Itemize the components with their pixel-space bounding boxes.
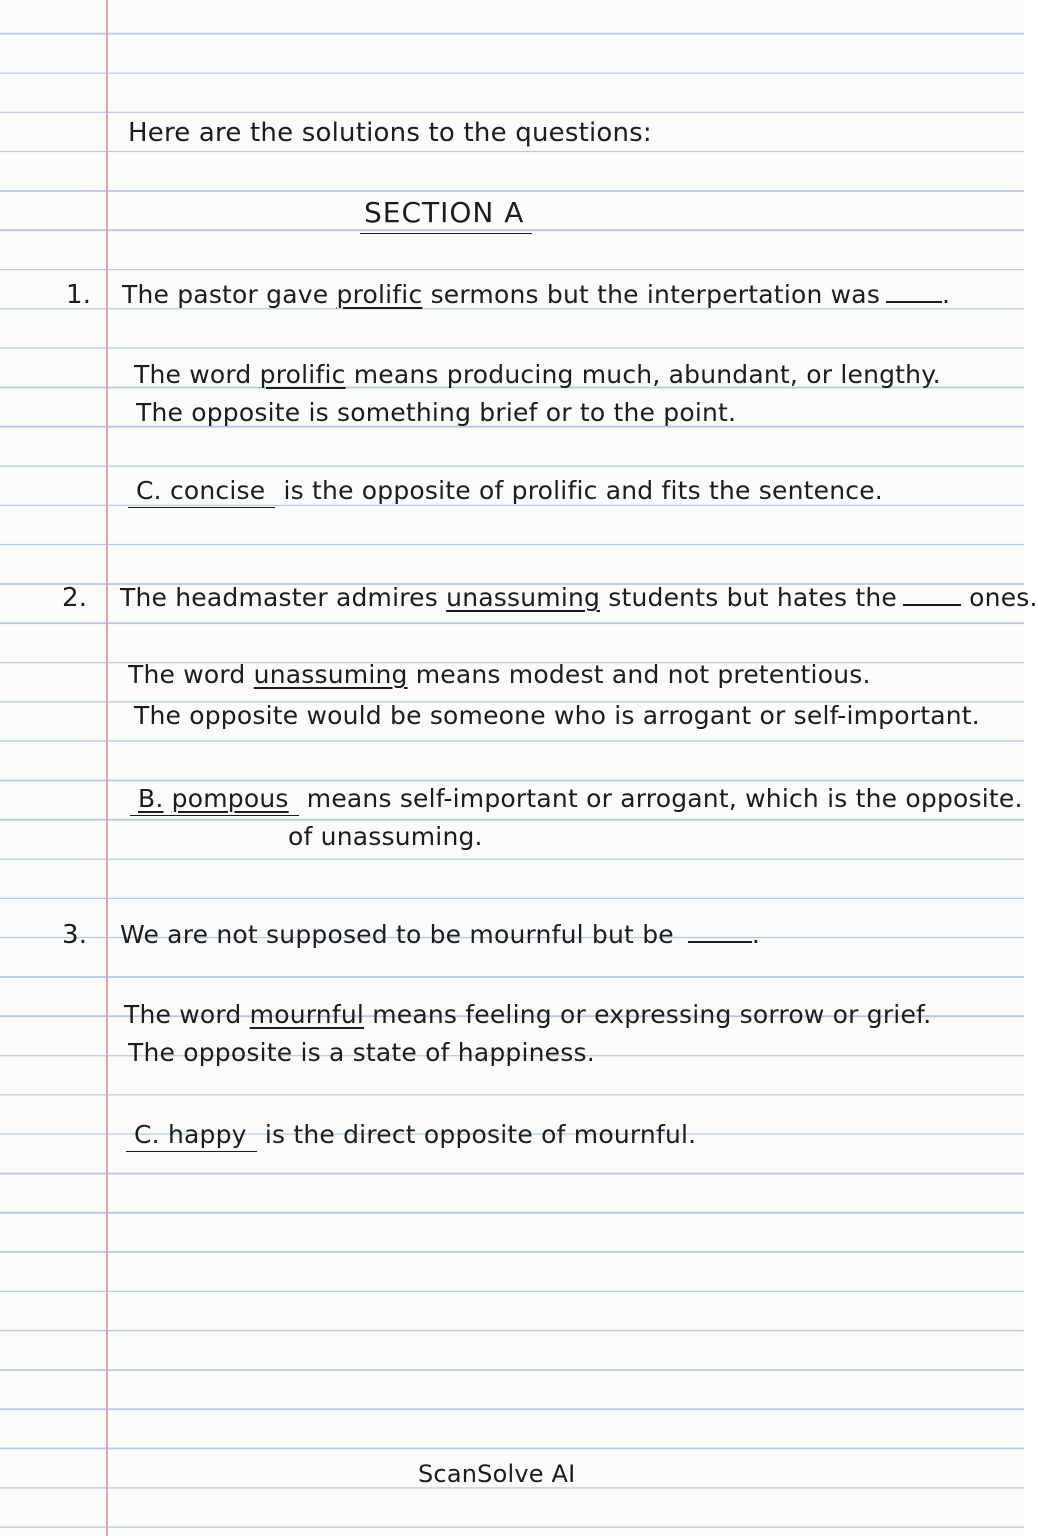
answer-2-reason: means self-important or arrogant, which is the opposite.: [306, 784, 1023, 813]
question-1-text: [122, 280, 950, 309]
question-3-end: .: [751, 920, 760, 949]
explanation-2-pre: The word: [128, 660, 246, 689]
question-3-pre: We are not supposed to be mournful but be: [120, 920, 674, 949]
question-3-explanation-2: The opposite is a state of happiness.: [128, 1038, 595, 1067]
question-2-blank: [903, 600, 961, 606]
question-1-key: prolific: [336, 280, 423, 309]
question-3-blank: [688, 937, 752, 943]
explanation-3-key: mournful: [249, 1000, 365, 1029]
answer-2-choice: [130, 784, 299, 816]
question-1-end: .: [942, 280, 951, 309]
question-1-blank: [886, 297, 942, 303]
answer-3-reason: is the direct opposite of mournful.: [264, 1120, 697, 1149]
answer-1-choice: C. concise: [128, 476, 275, 508]
intro-text: Here are the solutions to the questions:: [128, 118, 652, 148]
question-2-answer: [130, 784, 1023, 816]
question-2-post: students but hates the: [608, 583, 897, 612]
explanation-1-post: means producing much, abundant, or lengthy.: [353, 360, 941, 389]
answer-3-choice: C. happy: [126, 1120, 257, 1152]
question-2-answer-continued: of unassuming.: [288, 822, 483, 851]
answer-2-word: pompous: [171, 784, 289, 813]
question-1-explanation-1: [134, 360, 941, 389]
question-1-number: 1.: [66, 280, 92, 310]
question-2-key: unassuming: [446, 583, 601, 612]
explanation-2-key: unassuming: [253, 660, 408, 689]
explanation-3-post: means feeling or expressing sorrow or grief.: [372, 1000, 932, 1029]
question-2-explanation-1: [128, 660, 871, 689]
question-1-pre: The pastor gave: [122, 280, 329, 309]
question-1-post: sermons but the interpertation was: [430, 280, 881, 309]
explanation-3-pre: The word: [124, 1000, 242, 1029]
question-3-answer: [126, 1120, 696, 1152]
explanation-1-key: prolific: [259, 360, 346, 389]
question-2-explanation-2: The opposite would be someone who is arrogant or self-important.: [134, 701, 980, 730]
footer-brand: ScanSolve AI: [418, 1460, 576, 1488]
margin-line: [106, 0, 108, 1536]
question-2-end: ones.: [969, 583, 1038, 612]
section-title: SECTION A: [360, 196, 532, 234]
question-2-text: [120, 583, 1038, 612]
question-1-answer: [128, 476, 883, 508]
answer-2-letter: B.: [138, 784, 164, 813]
question-3-explanation-1: [124, 1000, 931, 1029]
answer-1-reason: is the opposite of prolific and fits the sentence.: [283, 476, 883, 505]
question-3-number: 3.: [62, 920, 88, 950]
explanation-2-post: means modest and not pretentious.: [415, 660, 871, 689]
question-1-explanation-2: The opposite is something brief or to the point.: [136, 398, 737, 427]
question-3-text: [120, 920, 760, 949]
explanation-1-pre: The word: [134, 360, 252, 389]
question-2-pre: The headmaster admires: [120, 583, 438, 612]
question-2-number: 2.: [62, 583, 88, 613]
